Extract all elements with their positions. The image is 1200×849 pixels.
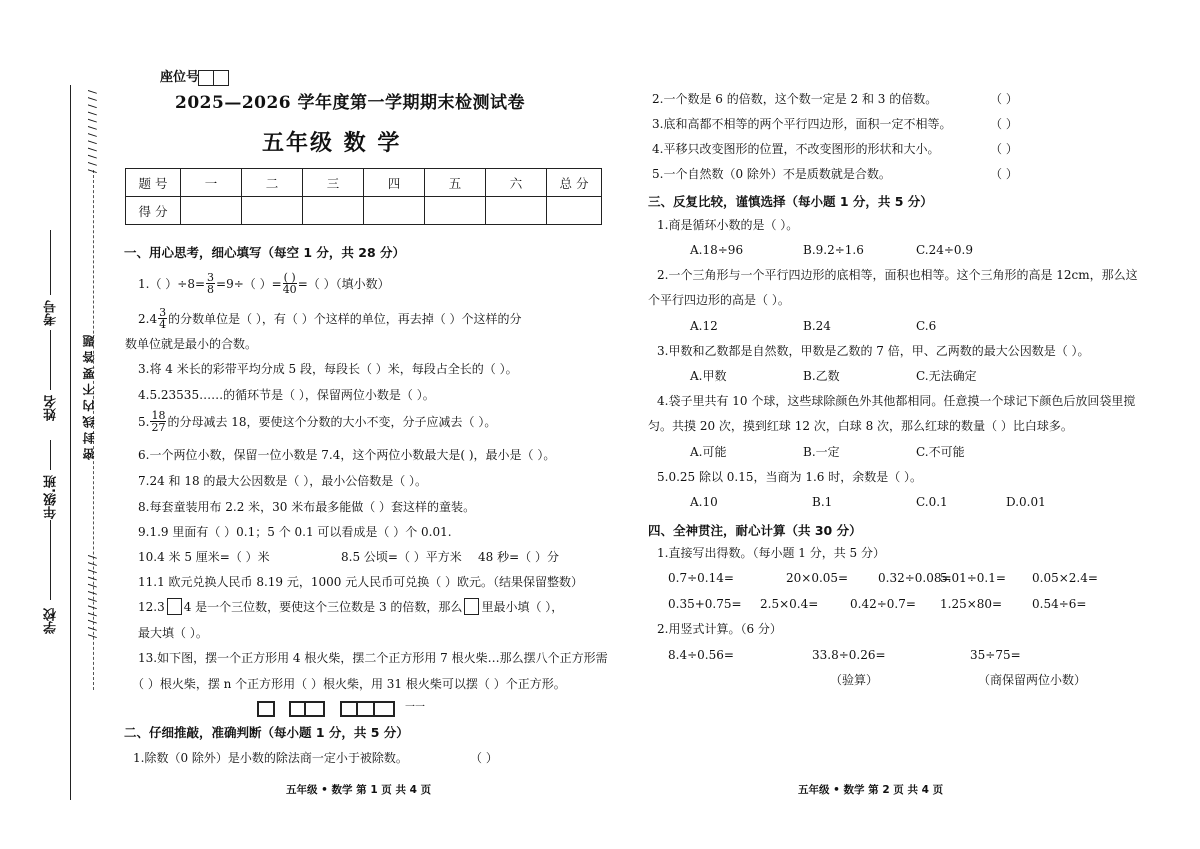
- s1-q1: [138, 272, 390, 295]
- s1-q7: 7.24 和 18 的最大公因数是（ ），最小公倍数是（ ）。: [138, 474, 428, 488]
- q1-part-a: 1.（ ）÷8=: [138, 276, 206, 291]
- s3-q2-cont: 个平行四边形的高是（ ）。: [648, 293, 790, 307]
- calc-item: 0.35+0.75=: [668, 597, 742, 611]
- s3-q4-cont: 匀。共摸 20 次，摸到红球 12 次，白球 8 次，那么红球的数量（ ）比白球多。: [648, 419, 1073, 433]
- digit-box[interactable]: [167, 598, 182, 615]
- s1-q13-cont: （ ）根火柴，摆 n 个正方形用（ ）根火柴，用 31 根火柴可以摆（ ）个正方形。: [132, 677, 566, 691]
- s1-q6: 6.一个两位小数，保留一位小数是 7.4，这个两位小数最大是( )，最小是（ ）。: [138, 448, 556, 462]
- calc-item: 0.7÷0.14=: [668, 571, 734, 585]
- matchstick-square-1: [257, 701, 275, 717]
- s3-q5-option-d[interactable]: D.0.01: [1006, 495, 1046, 509]
- school-blank[interactable]: [50, 520, 51, 600]
- q2-part-b: 的分数单位是（ ），有（ ）个这样的单位，再去掉（ ）个这样的分: [168, 311, 522, 326]
- q12-part-b: 4 是一个三位数，要使这个三位数是 3 的倍数，那么: [183, 599, 463, 614]
- score-table: [125, 168, 602, 225]
- score-cell: 得 分: [126, 197, 181, 225]
- s4-sub1: 1.直接写出得数。（每小题 1 分，共 5 分）: [657, 546, 885, 560]
- s3-q2-option-c[interactable]: C.6: [916, 319, 937, 333]
- seat-box-1[interactable]: [198, 70, 214, 86]
- numerator: 3: [159, 306, 167, 319]
- vertical-calc-item: 8.4÷0.56=: [668, 648, 734, 662]
- vertical-calc-item: 35÷75=: [970, 648, 1021, 662]
- matchstick-ellipsis: 一一: [405, 702, 425, 713]
- denominator: 27: [151, 421, 166, 434]
- s1-q12-cont: 最大填（ ）。: [138, 626, 208, 640]
- q1-fraction-2: [283, 272, 297, 295]
- score-cell: 题 号: [126, 169, 181, 197]
- s1-q10-c: 48 秒=（ ）分: [478, 550, 559, 564]
- score-input[interactable]: [364, 197, 425, 225]
- s1-q13: 13.如下图，摆一个正方形用 4 根火柴，摆二个正方形用 7 根火柴…那么摆八个正方形需: [138, 651, 608, 665]
- s1-q10-b: 8.5 公顷=（ ）平方米: [341, 550, 462, 564]
- matchstick-squares-2: [289, 701, 325, 717]
- s1-q3: 3.将 4 米长的彩带平均分成 5 段，每段长（ ）米，每段占全长的（ ）。: [138, 362, 518, 376]
- section4-heading: 四、全神贯注，耐心计算（共 30 分）: [648, 523, 862, 538]
- matchstick-divider: [356, 701, 358, 717]
- score-input[interactable]: [303, 197, 364, 225]
- s3-q5-option-c[interactable]: C.0.1: [916, 495, 948, 509]
- calc-item: 0.32÷0.08=: [878, 571, 952, 585]
- s1-q9: 9.1.9 里面有（ ）0.1；5 个 0.1 可以看成是（ ）个 0.01.: [138, 525, 452, 539]
- s3-q4-option-c[interactable]: C.不可能: [916, 445, 965, 459]
- score-cell: 一: [181, 169, 242, 197]
- name-blank[interactable]: [50, 330, 51, 390]
- s2-q3-answer[interactable]: （ ）: [990, 117, 1018, 131]
- s1-q8: 8.每套童装用布 2.2 米，30 米布最多能做（ ）套这样的童装。: [138, 500, 476, 514]
- s2-q4-answer[interactable]: （ ）: [990, 142, 1018, 156]
- s2-q4: 4.平移只改变图形的位置，不改变图形的形状和大小。: [652, 142, 940, 156]
- numerator: ( ): [283, 271, 296, 284]
- score-cell: 二: [242, 169, 303, 197]
- s1-q10-a: 10.4 米 5 厘米=（ ）米: [138, 550, 270, 564]
- s1-q5: [138, 410, 496, 433]
- score-cell: 三: [303, 169, 364, 197]
- s3-q3: 3.甲数和乙数都是自然数，甲数是乙数的 7 倍，甲、乙两数的最大公因数是（ ）。: [657, 344, 1090, 358]
- s1-q2-cont: 数单位就是最小的合数。: [125, 337, 258, 351]
- q5-part-b: 的分母减去 18，要使这个分数的大小不变，分子应减去（ ）。: [167, 414, 497, 429]
- s2-q1-answer[interactable]: （ ）: [470, 751, 498, 765]
- q1-part-b: =9÷（ ）=: [216, 276, 282, 291]
- vertical-calc-item: 33.8÷0.26=: [812, 648, 886, 662]
- calc-item: 0.05×2.4=: [1032, 571, 1098, 585]
- score-cell: 六: [486, 169, 547, 197]
- s3-q2-option-a[interactable]: A.12: [690, 319, 718, 333]
- page-footer-1: 五年级 • 数学 第 1 页 共 4 页: [286, 784, 432, 796]
- class-label: 年级.班: [44, 475, 59, 519]
- q12-part-c: 里最小填（ ），: [481, 599, 564, 614]
- score-input[interactable]: [547, 197, 602, 225]
- q12-part-a: 12.3: [138, 599, 165, 614]
- s1-q12: [138, 598, 563, 615]
- denominator: 8: [207, 283, 215, 296]
- score-input[interactable]: [425, 197, 486, 225]
- s3-q1-option-c[interactable]: C.24÷0.9: [916, 243, 973, 257]
- score-cell: 四: [364, 169, 425, 197]
- s2-q5-answer[interactable]: （ ）: [990, 167, 1018, 181]
- calc-item: 0.42÷0.7=: [850, 597, 916, 611]
- verify-note: （验算）: [830, 673, 879, 687]
- denominator: 40: [282, 283, 297, 296]
- s1-q4: 4.5.23535……的循环节是（ ），保留两位小数是（ ）。: [138, 388, 435, 402]
- school-label: 学校: [44, 608, 59, 634]
- s2-q2-answer[interactable]: （ ）: [990, 92, 1018, 106]
- margin-slashes-bottom: / / / / / / / / / / / /: [86, 555, 99, 638]
- score-header-row: [126, 169, 602, 197]
- s3-q3-option-c[interactable]: C.无法确定: [916, 369, 977, 383]
- exam-subtitle: 五年级 数 学: [262, 131, 402, 156]
- s3-q4-option-a[interactable]: A.可能: [690, 445, 727, 459]
- s2-q2: 2.一个数是 6 的倍数，这个数一定是 2 和 3 的倍数。: [652, 92, 938, 106]
- round-note: （商保留两位小数）: [978, 673, 1087, 687]
- calc-item: 20×0.05=: [786, 571, 849, 585]
- s3-q5: 5.0.25 除以 0.15，当商为 1.6 时，余数是（ ）。: [657, 470, 923, 484]
- seat-label: 座位号: [160, 70, 200, 85]
- s2-q1: 1.除数（0 除外）是小数的除法商一定小于被除数。: [133, 751, 408, 765]
- exam-title: 2025—2026 学年度第一学期期末检测试卷: [175, 93, 526, 113]
- s3-q3-option-a[interactable]: A.甲数: [690, 369, 727, 383]
- numerator: 18: [151, 409, 166, 422]
- denominator: 4: [159, 318, 167, 331]
- s2-q5: 5.一个自然数（0 除外）不是质数就是合数。: [652, 167, 891, 181]
- q2-fraction: [158, 307, 167, 330]
- s1-q2: [138, 307, 522, 330]
- number-label: 考号: [44, 300, 59, 326]
- q5-part-a: 5.: [138, 414, 150, 429]
- score-cell: 总 分: [547, 169, 602, 197]
- score-value-row: [126, 197, 602, 225]
- name-label: 姓名: [44, 395, 59, 421]
- s3-q2: 2.一个三角形与一个平行四边形的底相等，面积也相等。这个三角形的高是 12cm，那么这: [657, 268, 1138, 282]
- page-footer-2: 五年级 • 数学 第 2 页 共 4 页: [798, 784, 944, 796]
- s3-q4: 4.袋子里共有 10 个球，这些球除颜色外其他都相同。任意摸一个球记下颜色后放回袋里搅: [657, 394, 1136, 408]
- score-input[interactable]: [486, 197, 547, 225]
- s4-sub2: 2.用竖式计算。（6 分）: [657, 622, 782, 636]
- seat-box-2[interactable]: [213, 70, 229, 86]
- calc-item: 0.54÷6=: [1032, 597, 1087, 611]
- section1-heading: 一、用心思考，细心填写（每空 1 分，共 28 分）: [124, 245, 406, 260]
- s3-q5-option-a[interactable]: A.10: [690, 495, 718, 509]
- seat-number: [160, 66, 229, 86]
- s3-q4-option-b[interactable]: B.一定: [803, 445, 840, 459]
- digit-box[interactable]: [464, 598, 479, 615]
- s3-q5-option-b[interactable]: B.1: [812, 495, 833, 509]
- margin-slashes-top: / / / / / / / / / / / /: [86, 90, 99, 173]
- s3-q1-option-b[interactable]: B.9.2÷1.6: [803, 243, 864, 257]
- matchstick-squares-3: [340, 701, 395, 717]
- score-input[interactable]: [181, 197, 242, 225]
- s2-q3: 3.底和高都不相等的两个平行四边形，面积一定不相等。: [652, 117, 952, 131]
- calc-item: 2.5×0.4=: [760, 597, 819, 611]
- q2-part-a: 2.4: [138, 311, 158, 326]
- q1-part-c: =（ ）（填小数）: [297, 276, 390, 291]
- matchstick-divider: [304, 701, 306, 717]
- s3-q1: 1.商是循环小数的是（ ）。: [657, 218, 799, 232]
- s3-q1-option-a[interactable]: A.18÷96: [690, 243, 744, 257]
- section2-heading: 二、仔细推敲，准确判断（每小题 1 分，共 5 分）: [124, 725, 409, 740]
- class-blank[interactable]: [50, 440, 51, 470]
- q1-fraction-1: [206, 272, 215, 295]
- binding-line: [70, 85, 71, 800]
- score-cell: 五: [425, 169, 486, 197]
- seal-line-notice: 密 封 线 内 不 要 答 题: [82, 335, 96, 461]
- s3-q2-option-b[interactable]: B.24: [803, 319, 831, 333]
- calc-item: 1.25×80=: [940, 597, 1003, 611]
- numerator: 3: [207, 271, 215, 284]
- s1-q11: 11.1 欧元兑换人民币 8.19 元，1000 元人民币可兑换（ ）欧元。（结果保留整数）: [138, 575, 584, 589]
- calc-item: 5.01÷0.1=: [940, 571, 1006, 585]
- score-input[interactable]: [242, 197, 303, 225]
- matchstick-divider: [373, 701, 375, 717]
- number-blank[interactable]: [50, 230, 51, 295]
- s3-q3-option-b[interactable]: B.乙数: [803, 369, 840, 383]
- q5-fraction: [150, 410, 166, 433]
- section3-heading: 三、反复比较，谨慎选择（每小题 1 分，共 5 分）: [648, 194, 933, 209]
